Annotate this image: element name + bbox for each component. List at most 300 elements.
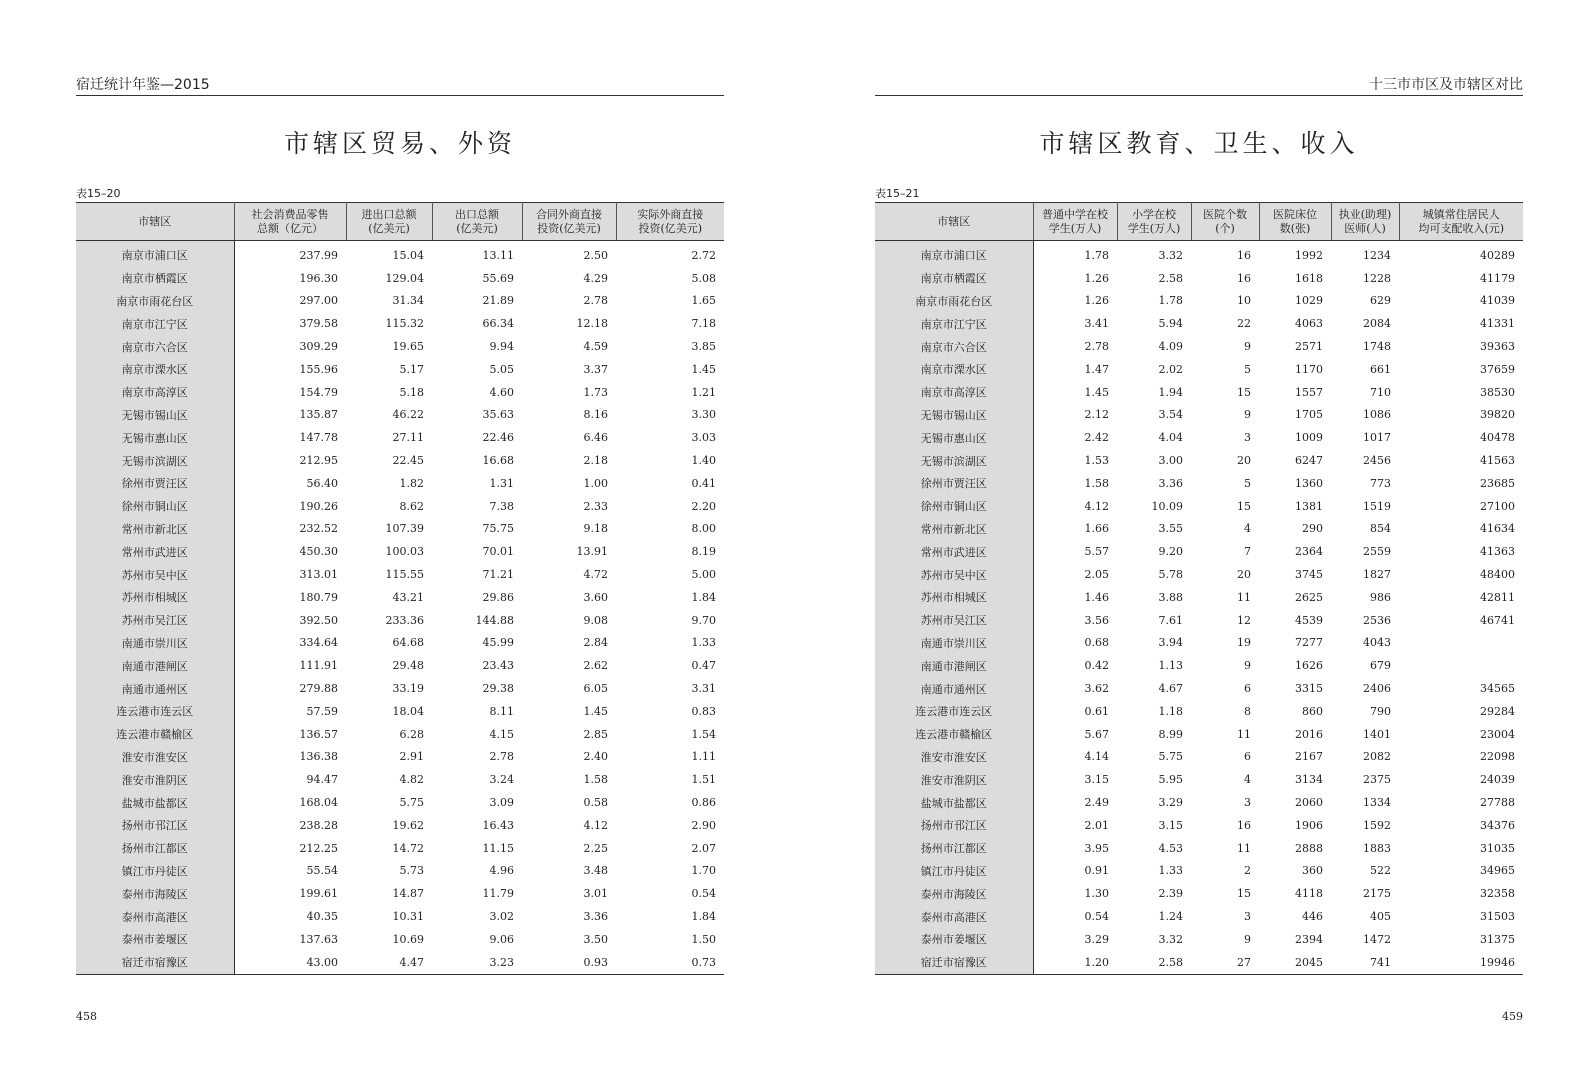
value-cell: 23004 (1480, 727, 1515, 741)
value-cell: 5.18 (399, 385, 424, 399)
table-row (875, 518, 1523, 541)
value-cell: 2.33 (583, 499, 608, 513)
district-name-cell: 无锡市惠山区 (76, 426, 234, 449)
table-header-row (875, 203, 1523, 241)
table-row (76, 335, 724, 358)
district-name-cell: 无锡市惠山区 (875, 426, 1033, 449)
value-cell: 4.12 (1084, 499, 1109, 513)
value-cell: 7 (1244, 545, 1251, 559)
value-cell: 233.36 (385, 613, 424, 627)
value-cell: 8.16 (583, 408, 608, 422)
value-cell: 2.20 (691, 499, 716, 513)
running-head: 十三市市区及市辖区对比 (875, 74, 1523, 96)
value-cell: 136.38 (299, 750, 338, 764)
value-cell: 21.89 (482, 294, 514, 308)
district-name-cell: 南通市港闸区 (76, 654, 234, 677)
value-cell: 8.99 (1158, 727, 1183, 741)
running-head: 宿迁统计年鉴—2015 (76, 74, 724, 96)
value-cell: 5.75 (1158, 750, 1183, 764)
table-row (76, 495, 724, 518)
value-cell: 48400 (1480, 568, 1515, 582)
value-cell: 9.94 (489, 340, 514, 354)
value-cell: 18.04 (392, 704, 424, 718)
district-name-cell: 苏州市相城区 (875, 586, 1033, 609)
value-cell: 136.57 (299, 727, 338, 741)
value-cell: 1592 (1363, 818, 1391, 832)
value-cell: 57.59 (306, 704, 338, 718)
value-cell: 16 (1237, 271, 1251, 285)
district-name-cell: 苏州市吴江区 (76, 609, 234, 632)
value-cell: 6 (1244, 682, 1251, 696)
district-name-cell: 淮安市淮阴区 (875, 768, 1033, 791)
value-cell: 16.68 (482, 454, 514, 468)
table-row (875, 563, 1523, 586)
value-cell: 37659 (1480, 362, 1515, 376)
value-cell: 4.59 (583, 340, 608, 354)
value-cell: 2 (1244, 864, 1251, 878)
value-cell: 4 (1244, 773, 1251, 787)
value-cell: 1.46 (1084, 590, 1109, 604)
value-cell: 1.33 (1158, 864, 1183, 878)
value-cell: 22 (1237, 317, 1251, 331)
value-cell: 42811 (1480, 590, 1515, 604)
value-cell: 392.50 (299, 613, 338, 627)
table-row (76, 654, 724, 677)
value-cell: 39820 (1480, 408, 1515, 422)
value-cell: 19 (1237, 636, 1251, 650)
value-cell: 115.55 (385, 568, 424, 582)
value-cell: 2175 (1363, 887, 1391, 901)
table-row (76, 241, 724, 267)
district-name-cell: 无锡市滨湖区 (875, 449, 1033, 472)
column-header: 合同外商直接 投资(亿美元) (522, 203, 616, 241)
value-cell: 1.50 (691, 932, 716, 946)
table-row (875, 358, 1523, 381)
district-name-cell: 连云港市连云区 (875, 700, 1033, 723)
value-cell: 2.40 (583, 750, 608, 764)
district-name-cell: 连云港市赣榆区 (875, 723, 1033, 746)
value-cell: 4043 (1363, 636, 1391, 650)
table-row (76, 768, 724, 791)
value-cell: 38530 (1480, 385, 1515, 399)
value-cell: 2084 (1363, 317, 1391, 331)
district-name-cell: 盐城市盐都区 (76, 791, 234, 814)
district-name-cell: 泰州市高港区 (875, 905, 1033, 928)
page-number: 459 (1502, 1010, 1523, 1023)
value-cell: 6.28 (399, 727, 424, 741)
district-name-cell: 扬州市江都区 (76, 837, 234, 860)
value-cell: 29284 (1480, 704, 1515, 718)
value-cell: 6.05 (583, 682, 608, 696)
value-cell: 27788 (1480, 796, 1515, 810)
value-cell: 2625 (1295, 590, 1323, 604)
value-cell: 71.21 (482, 568, 514, 582)
value-cell: 129.04 (385, 271, 424, 285)
district-name-cell: 南京市溧水区 (875, 358, 1033, 381)
value-cell: 15 (1237, 887, 1251, 901)
district-name-cell: 宿迁市宿豫区 (875, 951, 1033, 974)
value-cell: 14.87 (392, 887, 424, 901)
value-cell: 11 (1237, 841, 1251, 855)
value-cell: 237.99 (299, 248, 338, 262)
value-cell: 5.17 (399, 362, 424, 376)
value-cell: 111.91 (299, 659, 338, 673)
value-cell: 1029 (1295, 294, 1323, 308)
table-row (76, 791, 724, 814)
table-row (875, 381, 1523, 404)
value-cell: 1.51 (691, 773, 716, 787)
table-row (76, 905, 724, 928)
table-row (875, 677, 1523, 700)
district-name-cell: 南京市江宁区 (76, 312, 234, 335)
value-cell: 5 (1244, 476, 1251, 490)
value-cell: 55.54 (306, 864, 338, 878)
district-name-cell: 淮安市淮安区 (76, 746, 234, 769)
value-cell: 29.86 (482, 590, 514, 604)
column-header: 医院个数 (个) (1191, 203, 1259, 241)
district-name-cell: 南京市栖霞区 (875, 267, 1033, 290)
district-name-cell: 南京市溧水区 (76, 358, 234, 381)
table-row (76, 312, 724, 335)
column-header: 市辖区 (875, 203, 1033, 241)
value-cell: 2.05 (1084, 568, 1109, 582)
table-row (875, 882, 1523, 905)
value-cell: 238.28 (299, 818, 338, 832)
value-cell: 11.79 (482, 887, 514, 901)
district-name-cell: 南通市通州区 (76, 677, 234, 700)
value-cell: 13.91 (576, 545, 608, 559)
value-cell: 3.32 (1158, 932, 1183, 946)
value-cell: 1519 (1363, 499, 1391, 513)
district-name-cell: 泰州市海陵区 (76, 882, 234, 905)
value-cell: 4 (1244, 522, 1251, 536)
value-cell: 290 (1302, 522, 1323, 536)
value-cell: 43.21 (392, 590, 424, 604)
value-cell: 3.85 (691, 340, 716, 354)
value-cell: 34965 (1480, 864, 1515, 878)
value-cell: 147.78 (299, 431, 338, 445)
district-name-cell: 无锡市锡山区 (875, 404, 1033, 427)
value-cell: 1.26 (1084, 271, 1109, 285)
value-cell: 3.09 (489, 796, 514, 810)
table-row (76, 860, 724, 883)
value-cell: 3.31 (691, 682, 716, 696)
district-name-cell: 南京市高淳区 (875, 381, 1033, 404)
value-cell: 0.54 (691, 887, 716, 901)
table-row (76, 700, 724, 723)
value-cell: 0.73 (691, 955, 716, 969)
value-cell: 20 (1237, 454, 1251, 468)
value-cell: 334.64 (299, 636, 338, 650)
value-cell: 2.07 (691, 841, 716, 855)
value-cell: 4.15 (489, 727, 514, 741)
value-cell: 1.84 (691, 590, 716, 604)
district-name-cell: 常州市新北区 (875, 518, 1033, 541)
table-row (875, 700, 1523, 723)
value-cell: 3.29 (1158, 796, 1183, 810)
value-cell: 1.47 (1084, 362, 1109, 376)
value-cell: 0.41 (691, 476, 716, 490)
table-row (875, 495, 1523, 518)
value-cell: 212.25 (299, 841, 338, 855)
value-cell: 1906 (1295, 818, 1323, 832)
district-name-cell: 南京市雨花台区 (76, 290, 234, 313)
value-cell: 11.15 (482, 841, 514, 855)
value-cell: 20 (1237, 568, 1251, 582)
value-cell: 3.36 (1158, 476, 1183, 490)
column-header: 普通中学在校 学生(万人) (1033, 203, 1117, 241)
value-cell: 10 (1237, 294, 1251, 308)
value-cell: 3.30 (691, 408, 716, 422)
value-cell: 1234 (1363, 248, 1391, 262)
value-cell: 14.72 (392, 841, 424, 855)
value-cell: 1.45 (583, 704, 608, 718)
district-name-cell: 淮安市淮阴区 (76, 768, 234, 791)
value-cell: 35.63 (482, 408, 514, 422)
table-row (875, 540, 1523, 563)
value-cell: 100.03 (385, 545, 424, 559)
value-cell: 379.58 (299, 317, 338, 331)
value-cell: 6247 (1295, 454, 1323, 468)
value-cell: 3.23 (489, 955, 514, 969)
value-cell: 1705 (1295, 408, 1323, 422)
value-cell: 1.45 (1084, 385, 1109, 399)
value-cell: 45.99 (482, 636, 514, 650)
value-cell: 232.52 (299, 522, 338, 536)
value-cell: 66.34 (482, 317, 514, 331)
value-cell: 32358 (1480, 887, 1515, 901)
value-cell: 2.72 (691, 248, 716, 262)
value-cell: 2.84 (583, 636, 608, 650)
value-cell: 279.88 (299, 682, 338, 696)
value-cell: 1017 (1363, 431, 1391, 445)
value-cell: 19.62 (392, 818, 424, 832)
district-name-cell: 泰州市姜堰区 (76, 928, 234, 951)
value-cell: 3.15 (1158, 818, 1183, 832)
value-cell: 212.95 (299, 454, 338, 468)
value-cell: 710 (1370, 385, 1391, 399)
value-cell: 1228 (1363, 271, 1391, 285)
value-cell: 1.58 (1084, 476, 1109, 490)
value-cell: 2.42 (1084, 431, 1109, 445)
table-row (76, 358, 724, 381)
value-cell: 94.47 (306, 773, 338, 787)
value-cell: 3.56 (1084, 613, 1109, 627)
value-cell: 3.94 (1158, 636, 1183, 650)
value-cell: 10.09 (1151, 499, 1183, 513)
value-cell: 3.95 (1084, 841, 1109, 855)
value-cell: 446 (1302, 910, 1323, 923)
value-cell: 135.87 (299, 408, 338, 422)
value-cell: 0.47 (691, 659, 716, 673)
district-name-cell: 泰州市姜堰区 (875, 928, 1033, 951)
value-cell: 0.58 (583, 796, 608, 810)
district-name-cell: 南通市通州区 (875, 677, 1033, 700)
value-cell: 1381 (1295, 499, 1323, 513)
value-cell: 31035 (1480, 841, 1515, 855)
value-cell: 34565 (1480, 682, 1515, 696)
value-cell: 3.24 (489, 773, 514, 787)
value-cell: 8.62 (399, 499, 424, 513)
trade-investment-table (76, 202, 724, 975)
value-cell: 1.78 (1084, 248, 1109, 262)
value-cell: 9.08 (583, 613, 608, 627)
value-cell: 0.54 (1084, 910, 1109, 923)
value-cell: 12.18 (576, 317, 608, 331)
district-name-cell: 南京市六合区 (875, 335, 1033, 358)
value-cell: 5.73 (399, 864, 424, 878)
value-cell: 33.19 (392, 682, 424, 696)
value-cell: 41563 (1480, 454, 1515, 468)
value-cell: 2060 (1295, 796, 1323, 810)
value-cell: 1.31 (489, 476, 514, 490)
table-row (875, 335, 1523, 358)
value-cell: 2.91 (399, 750, 424, 764)
table-row (875, 290, 1523, 313)
value-cell: 24039 (1480, 773, 1515, 787)
table-row (875, 449, 1523, 472)
value-cell: 1883 (1363, 841, 1391, 855)
district-name-cell: 常州市新北区 (76, 518, 234, 541)
value-cell: 3.48 (583, 864, 608, 878)
value-cell: 27100 (1480, 499, 1515, 513)
value-cell: 1009 (1295, 431, 1323, 445)
value-cell: 4.67 (1158, 682, 1183, 696)
value-cell: 4.09 (1158, 340, 1183, 354)
table-row (76, 381, 724, 404)
page-number: 458 (76, 1010, 97, 1023)
value-cell: 22098 (1480, 750, 1515, 764)
district-name-cell: 徐州市贾汪区 (76, 472, 234, 495)
district-name-cell: 常州市武进区 (76, 540, 234, 563)
table-row (76, 677, 724, 700)
value-cell: 1.11 (691, 750, 716, 764)
table-row (875, 928, 1523, 951)
table-row (76, 723, 724, 746)
value-cell: 1.00 (583, 476, 608, 490)
value-cell: 3.50 (583, 932, 608, 946)
value-cell: 2.01 (1084, 818, 1109, 832)
value-cell: 1748 (1363, 340, 1391, 354)
district-name-cell: 南京市高淳区 (76, 381, 234, 404)
table-row (875, 404, 1523, 427)
value-cell: 64.68 (392, 636, 424, 650)
value-cell: 75.75 (482, 522, 514, 536)
value-cell: 168.04 (299, 796, 338, 810)
district-name-cell: 苏州市吴中区 (76, 563, 234, 586)
district-name-cell: 苏州市相城区 (76, 586, 234, 609)
value-cell: 2536 (1363, 613, 1391, 627)
value-cell: 5.57 (1084, 545, 1109, 559)
value-cell: 2.85 (583, 727, 608, 741)
value-cell: 34376 (1480, 818, 1515, 832)
value-cell: 5.67 (1084, 727, 1109, 741)
value-cell: 3.32 (1158, 248, 1183, 262)
value-cell: 1.18 (1158, 704, 1183, 718)
value-cell: 23.43 (482, 659, 514, 673)
page-title: 市辖区教育、卫生、收入 (1039, 129, 1359, 158)
value-cell: 1401 (1363, 727, 1391, 741)
value-cell: 1.84 (691, 910, 716, 923)
value-cell (1399, 654, 1523, 677)
district-name-cell: 连云港市连云区 (76, 700, 234, 723)
value-cell: 1.78 (1158, 294, 1183, 308)
district-name-cell: 泰州市高港区 (76, 905, 234, 928)
value-cell: 41179 (1480, 271, 1515, 285)
value-cell: 3134 (1295, 773, 1323, 787)
value-cell: 4.96 (489, 864, 514, 878)
district-name-cell: 南通市港闸区 (875, 654, 1033, 677)
value-cell: 3745 (1295, 568, 1323, 582)
value-cell: 0.91 (1084, 864, 1109, 878)
value-cell: 11 (1237, 590, 1251, 604)
value-cell: 2167 (1295, 750, 1323, 764)
value-cell: 5.78 (1158, 568, 1183, 582)
value-cell: 0.93 (583, 955, 608, 969)
value-cell: 1.65 (691, 294, 716, 308)
value-cell: 3.29 (1084, 932, 1109, 946)
value-cell: 40478 (1480, 431, 1515, 445)
table-row (76, 404, 724, 427)
value-cell: 16.43 (482, 818, 514, 832)
value-cell: 1.54 (691, 727, 716, 741)
value-cell: 3.02 (489, 910, 514, 923)
district-name-cell: 徐州市铜山区 (875, 495, 1033, 518)
left-page (76, 0, 724, 1077)
education-health-income-table (875, 202, 1523, 975)
value-cell: 0.86 (691, 796, 716, 810)
value-cell: 5.75 (399, 796, 424, 810)
table-row (875, 426, 1523, 449)
value-cell: 2394 (1295, 932, 1323, 946)
value-cell: 7.61 (1158, 613, 1183, 627)
value-cell: 4.60 (489, 385, 514, 399)
district-name-cell: 苏州市吴江区 (875, 609, 1033, 632)
value-cell: 4.72 (583, 568, 608, 582)
value-cell: 3.03 (691, 431, 716, 445)
value-cell: 1360 (1295, 476, 1323, 490)
value-cell: 2.50 (583, 248, 608, 262)
value-cell: 2571 (1295, 340, 1323, 354)
table-row (875, 837, 1523, 860)
value-cell: 8 (1244, 704, 1251, 718)
value-cell: 1170 (1295, 362, 1323, 376)
value-cell: 199.61 (299, 887, 338, 901)
value-cell: 3 (1244, 431, 1251, 445)
value-cell: 4.53 (1158, 841, 1183, 855)
district-name-cell: 泰州市海陵区 (875, 882, 1033, 905)
value-cell: 1618 (1295, 271, 1323, 285)
table-row (875, 768, 1523, 791)
table-row (76, 586, 724, 609)
value-cell: 0.61 (1084, 704, 1109, 718)
district-name-cell: 连云港市赣榆区 (76, 723, 234, 746)
value-cell: 107.39 (385, 522, 424, 536)
value-cell: 41039 (1480, 294, 1515, 308)
value-cell: 1992 (1295, 248, 1323, 262)
table-row (76, 928, 724, 951)
value-cell: 3.55 (1158, 522, 1183, 536)
value-cell: 27 (1237, 955, 1251, 969)
value-cell: 0.68 (1084, 636, 1109, 650)
value-cell: 155.96 (299, 362, 338, 376)
table-row (875, 609, 1523, 632)
value-cell: 15 (1237, 385, 1251, 399)
table-row (875, 905, 1523, 928)
value-cell: 4.14 (1084, 750, 1109, 764)
value-cell: 3.62 (1084, 682, 1109, 696)
value-cell: 55.69 (482, 271, 514, 285)
